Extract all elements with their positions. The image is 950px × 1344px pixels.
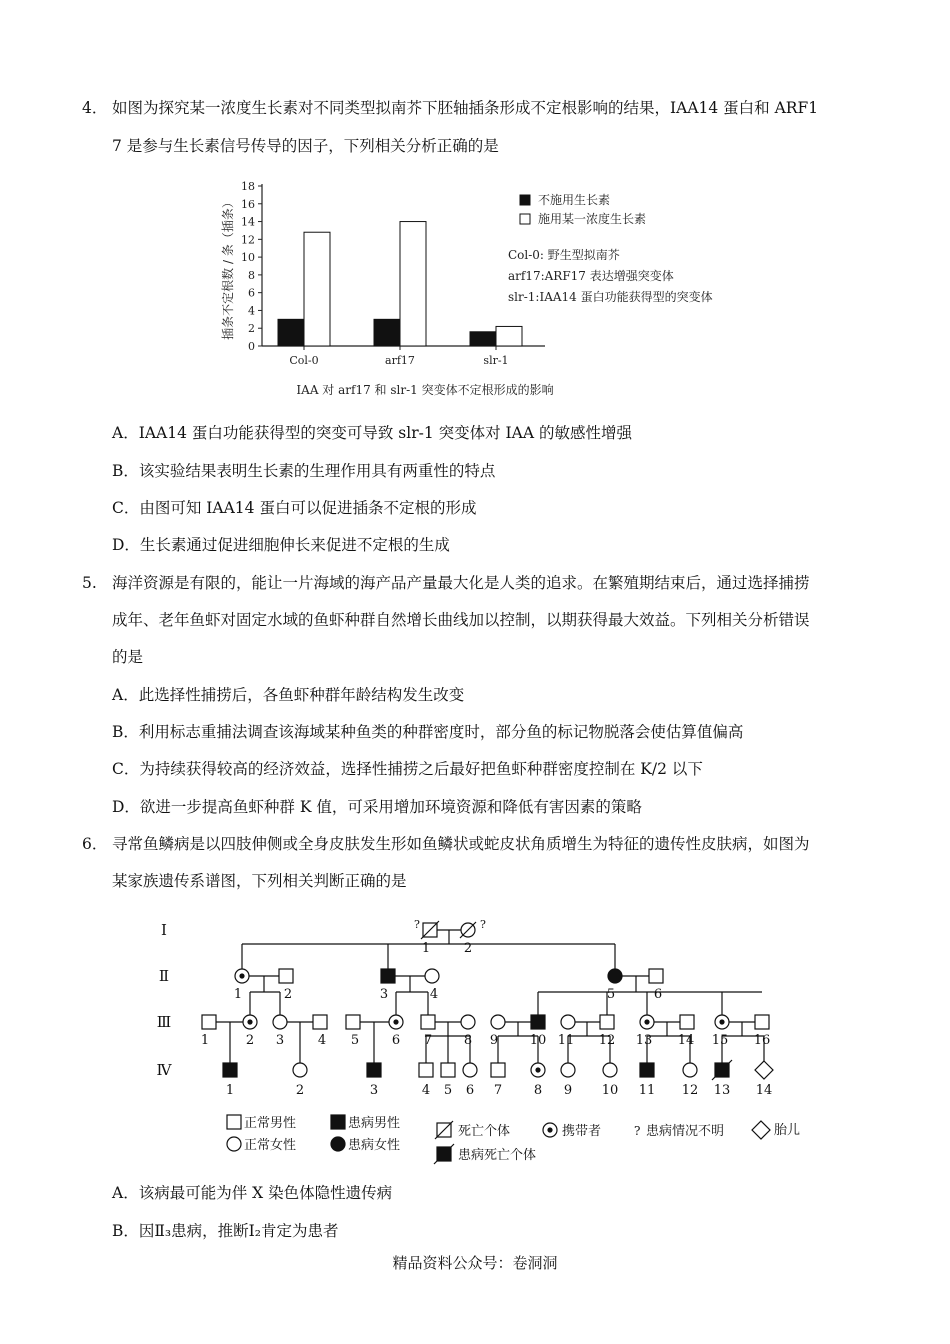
q6-option-a: A．该病最可能为伴 X 染色体隐性遗传病 (112, 1184, 393, 1202)
y-tick-label: 0 (248, 340, 255, 353)
male-symbol (600, 1015, 614, 1029)
q5-option-a: A．此选择性捕捞后，各鱼虾种群年龄结构发生改变 (112, 686, 465, 704)
legend-label: 携带者 (562, 1124, 602, 1139)
carrier-dot (240, 974, 244, 978)
individual-number: 14 (755, 1083, 773, 1098)
male-symbol (381, 969, 395, 983)
carrier-dot (536, 1068, 540, 1072)
q4-option-d: D．生长素通过促进细胞伸长来促进不定根的生成 (112, 536, 450, 554)
carrier-dot (645, 1020, 649, 1024)
q6-stem-line1: 寻常鱼鳞病是以四肢伸侧或全身皮肤发生形如鱼鳞状或蛇皮状角质增生为特征的遗传性皮肤病，如图为 (112, 835, 810, 853)
individual-number: 1 (225, 1083, 235, 1098)
chart-note: Col-0: 野生型拟南芥 (508, 248, 620, 262)
legend-label: 正常女性 (244, 1138, 297, 1153)
y-tick-label: 2 (248, 322, 255, 336)
q5-option-d: D．欲进一步提高鱼虾种群 K 值，可采用增加环境资源和降低有害因素的策略 (112, 798, 642, 816)
y-tick-label: 14 (241, 215, 255, 229)
individual-number: 1 (200, 1033, 210, 1048)
female-symbol (425, 969, 439, 983)
legend-affected-female (331, 1137, 345, 1151)
legend-label: 患病男性 (348, 1116, 401, 1131)
legend-swatch (520, 195, 530, 205)
q4-option-a: A．IAA14 蛋白功能获得型的突变可导致 slr-1 突变体对 IAA 的敏感性增强 (112, 424, 632, 442)
female-symbol (561, 1063, 575, 1077)
legend-label: 胎儿 (774, 1123, 801, 1138)
bar-slr-1-auxin (496, 326, 522, 346)
individual-number: 1 (233, 987, 243, 1002)
q6-number: 6． (82, 835, 108, 853)
individual-number: 10 (529, 1033, 547, 1048)
x-tick-label: arf17 (385, 354, 415, 367)
individual-number: 5 (443, 1083, 453, 1098)
legend-label: 患病女性 (348, 1138, 401, 1153)
individual-number: 6 (465, 1083, 475, 1098)
female-symbol (608, 969, 622, 983)
bar-slr-1-no-auxin (470, 332, 496, 346)
male-symbol (367, 1063, 381, 1077)
generation-label: Ⅲ (156, 1013, 172, 1031)
x-tick-label: slr-1 (483, 354, 509, 367)
bar-Col-0-auxin (304, 232, 330, 346)
female-symbol (561, 1015, 575, 1029)
individual-number: 3 (275, 1033, 285, 1048)
male-symbol (279, 969, 293, 983)
q5-number: 5. (82, 574, 97, 592)
q5-option-b: B．利用标志重捕法调查该海域某种鱼类的种群密度时，部分鱼的标记物脱落会使估算值偏高 (112, 723, 744, 741)
legend-unknown-mark: ? (634, 1124, 641, 1138)
legend-label: 不施用生长素 (538, 193, 611, 207)
bar-Col-0-no-auxin (278, 319, 304, 346)
male-symbol (531, 1015, 545, 1029)
individual-number: 3 (379, 987, 389, 1002)
y-tick-label: 16 (241, 197, 255, 211)
individual-number: 10 (601, 1083, 619, 1098)
individual-number: 8 (463, 1033, 473, 1048)
individual-number: 13 (635, 1033, 653, 1048)
q5-stem-line1: 海洋资源是有限的，能让一片海域的海产品产量最大化是人类的追求。在繁殖期结束后，通过选择捕捞 (112, 574, 810, 592)
bar-chart (210, 172, 750, 412)
y-tick-label: 4 (248, 304, 255, 318)
q4-stem-line2: 7 是参与生长素信号传导的因子，下列相关分析正确的是 (112, 137, 499, 155)
unknown-mark: ? (480, 918, 486, 931)
individual-number: 6 (391, 1033, 401, 1048)
individual-number: 12 (681, 1083, 699, 1098)
female-symbol (461, 1015, 475, 1029)
footer-text: 精品资料公众号：卷洞洞 (392, 1254, 558, 1272)
legend-label: 施用某一浓度生长素 (538, 212, 647, 226)
individual-number: 11 (638, 1083, 656, 1098)
q4-option-b: B．该实验结果表明生长素的生理作用具有两重性的特点 (112, 462, 496, 480)
q4-number: 4． (82, 99, 108, 117)
pedigree-chart (150, 910, 820, 1170)
individual-number: 11 (557, 1033, 575, 1048)
female-symbol (603, 1063, 617, 1077)
y-tick-label: 18 (241, 180, 255, 193)
individual-number: 7 (423, 1033, 433, 1048)
individual-number: 15 (711, 1033, 729, 1048)
individual-number: 2 (295, 1083, 305, 1098)
carrier-dot (720, 1020, 724, 1024)
male-symbol (640, 1063, 654, 1077)
male-symbol (313, 1015, 327, 1029)
male-symbol (755, 1015, 769, 1029)
bar-arf17-no-auxin (374, 319, 400, 346)
legend-fetus (752, 1121, 770, 1139)
legend-label: 正常男性 (244, 1116, 297, 1131)
individual-number: 14 (677, 1033, 695, 1048)
q5-option-c: C．为持续获得较高的经济效益，选择性捕捞之后最好把鱼虾种群密度控制在 K/2 以下 (112, 760, 703, 778)
individual-number: 8 (533, 1083, 543, 1098)
q4-stem-line1: 如图为探究某一浓度生长素对不同类型拟南芥下胚轴插条形成不定根影响的结果，IAA14 蛋白和 ARF1 (112, 99, 819, 117)
male-symbol (346, 1015, 360, 1029)
male-symbol (441, 1063, 455, 1077)
legend-label: 患病情况不明 (646, 1124, 725, 1139)
individual-number: 4 (317, 1033, 327, 1048)
male-symbol (223, 1063, 237, 1077)
q5-stem-line2: 成年、老年鱼虾对固定水域的鱼虾种群自然增长曲线加以控制，以期获得最大效益。下列相关分析错误 (112, 611, 810, 629)
individual-number: 5 (606, 987, 616, 1002)
individual-number: 2 (283, 987, 293, 1002)
individual-number: 7 (493, 1083, 503, 1098)
individual-number: 4 (429, 987, 439, 1002)
chart-title: IAA 对 arf17 和 slr-1 突变体不定根形成的影响 (296, 383, 554, 397)
individual-number: 6 (653, 987, 663, 1002)
male-symbol (649, 969, 663, 983)
q6-stem-line2: 某家族遗传系谱图，下列相关判断正确的是 (112, 872, 407, 890)
male-symbol (202, 1015, 216, 1029)
fetus-symbol (755, 1061, 773, 1079)
individual-number: 4 (421, 1083, 431, 1098)
female-symbol (273, 1015, 287, 1029)
x-tick-label: Col-0 (289, 354, 319, 367)
carrier-dot (394, 1020, 398, 1024)
q5-stem-line3: 的是 (112, 648, 144, 666)
chart-note: arf17:ARF17 表达增强突变体 (508, 269, 674, 283)
legend-normal-female (227, 1137, 241, 1151)
y-tick-label: 8 (248, 268, 255, 282)
carrier-dot (248, 1020, 252, 1024)
female-symbol (463, 1063, 477, 1077)
legend-swatch (520, 214, 530, 224)
chart-note: slr-1:IAA14 蛋白功能获得型的突变体 (508, 290, 713, 304)
individual-number: 2 (463, 941, 473, 956)
legend-affected-male (331, 1115, 345, 1129)
individual-number: 12 (598, 1033, 616, 1048)
generation-label: Ⅱ (158, 967, 170, 985)
y-tick-label: 12 (241, 233, 255, 247)
female-symbol (683, 1063, 697, 1077)
individual-number: 16 (753, 1033, 771, 1048)
q6-option-b: B．因Ⅱ₃患病，推断Ⅰ₂肯定为患者 (112, 1222, 339, 1240)
male-symbol (491, 1063, 505, 1077)
q4-option-c: C．由图可知 IAA14 蛋白可以促进插条不定根的形成 (112, 499, 477, 517)
carrier-dot (548, 1128, 552, 1132)
individual-number: 1 (421, 941, 431, 956)
y-axis-label: 插条不定根数 / 条（插条） (221, 196, 235, 340)
generation-label: Ⅰ (161, 921, 167, 939)
legend-label: 死亡个体 (458, 1124, 511, 1139)
individual-number: 13 (713, 1083, 731, 1098)
individual-number: 5 (350, 1033, 360, 1048)
male-symbol (421, 1015, 435, 1029)
legend-label: 患病死亡个体 (458, 1148, 537, 1163)
female-symbol (491, 1015, 505, 1029)
y-tick-label: 6 (248, 286, 255, 300)
unknown-mark: ? (414, 918, 420, 931)
female-symbol (293, 1063, 307, 1077)
male-symbol (680, 1015, 694, 1029)
legend-normal-male (227, 1115, 241, 1129)
generation-label: Ⅳ (156, 1061, 172, 1079)
individual-number: 9 (563, 1083, 573, 1098)
bar-arf17-auxin (400, 222, 426, 346)
individual-number: 9 (489, 1033, 499, 1048)
male-symbol (419, 1063, 433, 1077)
individual-number: 2 (245, 1033, 255, 1048)
y-tick-label: 10 (241, 251, 255, 265)
individual-number: 3 (369, 1083, 379, 1098)
